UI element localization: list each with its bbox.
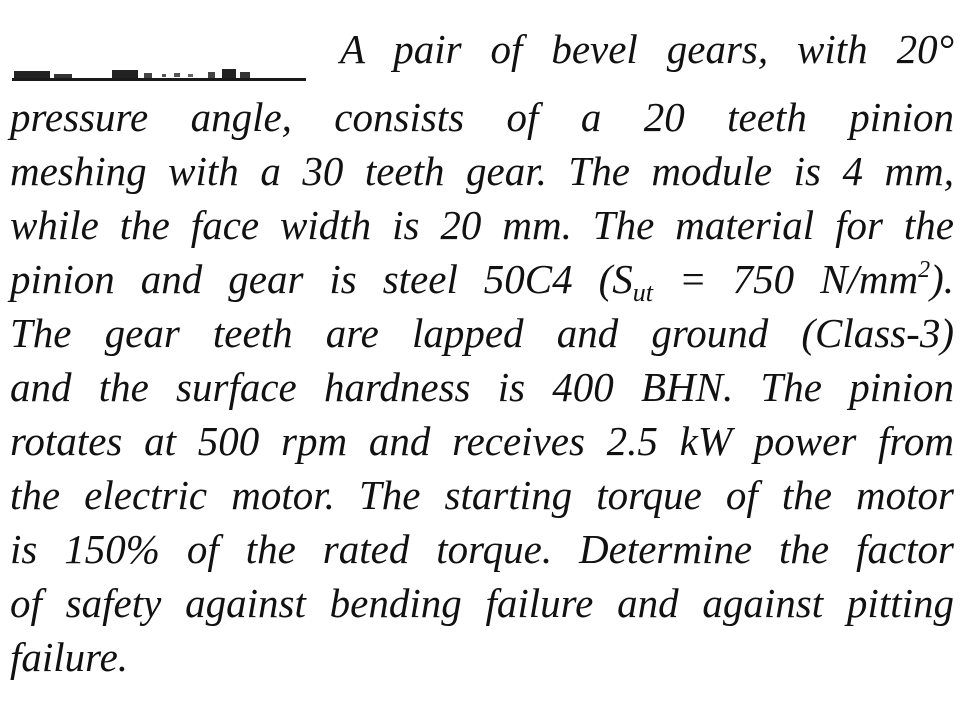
strength-subscript: ut	[632, 278, 654, 307]
problem-line-12: failure.	[10, 634, 129, 680]
problem-line-8: rotates at 500 rpm and receives 2.5 kW power from	[10, 418, 954, 464]
problem-line-5-after: ).	[930, 256, 954, 302]
problem-line-1: A pair of bevel gears, with 20°	[340, 26, 954, 72]
problem-line-6: The gear teeth are lapped and ground (Class-3)	[10, 310, 954, 356]
problem-line-11: of safety against bending failure and against pitting	[10, 580, 954, 626]
problem-line-2: pressure angle, consists of a 20 teeth pinion	[10, 94, 954, 140]
problem-line-4: while the face width is 20 mm. The material for the	[10, 202, 954, 248]
problem-line-3: meshing with a 30 teeth gear. The module is 4 mm,	[10, 148, 954, 194]
problem-line-5-middle: = 750 N/mm	[653, 256, 919, 302]
problem-line-9: the electric motor. The starting torque of the motor	[10, 472, 954, 518]
problem-line-10: is 150% of the rated torque. Determine the factor	[10, 526, 954, 572]
redaction-mark	[12, 66, 306, 84]
problem-line-5	[10, 252, 954, 306]
unit-superscript: 2	[918, 257, 931, 283]
problem-line-7: and the surface hardness is 400 BHN. The pinion	[10, 364, 954, 410]
problem-line-5-before: pinion and gear is steel 50C4 (S	[10, 256, 633, 302]
